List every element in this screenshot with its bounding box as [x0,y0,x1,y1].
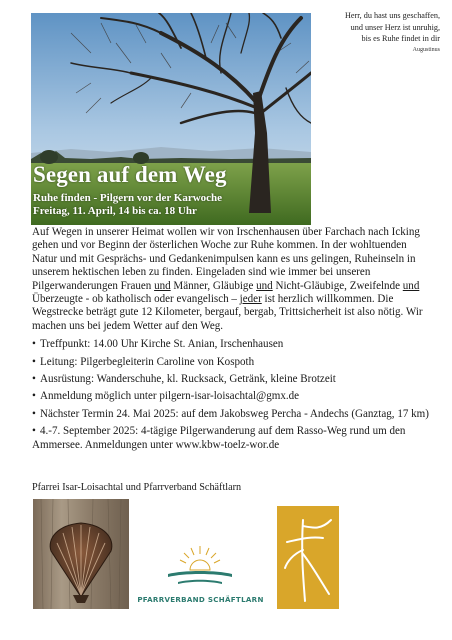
sunrise-icon [134,540,267,595]
equipment: Ausrüstung: Wanderschuhe, kl. Rucksack, Getränk, kleine Brotzeit [40,373,336,386]
september-pilgrimage: 4.-7. September 2025: 4-tägige Pilgerwanderung auf dem Rasso-Weg rund um den Ammersee. Anmeldungen unter www.kbw-toelz-wor.de [32,425,406,451]
list-item [32,338,432,351]
quote-attribution: Augustinus [412,46,440,53]
intro-und-3: und [402,279,420,292]
scallop-shell-photo [33,499,129,609]
intro-text-1: Auf Wegen in unserer Heimat wollen wir von Irschenhausen über Farchach nach Icking gehen und vor Beginn der österlichen Woche zur Ruhe kommen. In der wohltuenden Natur und mit Gesprächs- und Gedankenimpulsen kann es uns gelingen, Ruheinseln in unserem hektischen leben zu finden. Eingeladen sind wie immer bei unseren Pilgerwanderungen Frauen [32,226,420,292]
list-item [32,390,432,403]
pfarrverband-logo [134,540,267,610]
description [32,226,432,456]
intro-text-5: ist herzlich willkommen. Die Wegstrecke beträgt gute 12 Kilometer, bergauf, bergab, Trittsicherheit ist also nötig. Wir machen uns bei jedem Wetter auf den Weg. [32,293,423,332]
intro-und-2: und [256,279,273,292]
bullet-dot: • [32,338,36,351]
hero-text [33,162,227,218]
event-title: Segen auf dem Weg [33,162,227,187]
cross-logo [277,506,339,609]
bullet-dot: • [32,373,36,386]
event-date: Freitag, 11. April, 14 bis ca. 18 Uhr [33,205,197,217]
cross-logo-icon [277,506,339,609]
intro-text-2: Männer, Gläubige [170,279,257,292]
intro-und-1: und [154,279,171,292]
quote-line-1: Herr, du hast uns geschaffen, [344,11,440,20]
list-item [32,356,432,369]
bullet-dot: • [32,407,36,420]
intro-paragraph [32,226,432,333]
list-item [32,408,432,421]
quote-block [300,10,440,56]
meeting-point: Treffpunkt: 14.00 Uhr Kirche St. Anian, Irschenhausen [40,338,284,351]
list-item [32,373,432,386]
bullet-dot: • [32,355,36,368]
scallop-shell-icon [33,499,129,609]
registration-email: Anmeldung möglich unter pilgern-isar-loisachtal@gmx.de [40,390,300,403]
quote-line-3: bis es Ruhe findet in dir [361,34,440,44]
event-subtitle: Ruhe finden - Pilgern vor der Karwoche [33,192,223,204]
list-item [32,425,432,452]
intro-text-4: Überzeugte - ob katholisch oder evangelisch – [32,293,240,306]
bullet-dot: • [32,425,36,438]
quote-line-2: und unser Herz ist unruhig, [350,22,440,32]
info-list [32,338,432,452]
bullet-dot: • [32,390,36,403]
parishes-line: Pfarrei Isar-Loisachtal und Pfarrverband Schäftlarn [32,482,242,493]
intro-jeder: jeder [239,293,262,306]
next-date: Nächster Termin 24. Mai 2025: auf dem Jakobsweg Percha - Andechs (Ganztag, 17 km) [40,407,429,420]
intro-text-3: Nicht-Gläubige, Zweifelnde [272,279,403,292]
leader: Leitung: Pilgerbegleiterin Caroline von Kospoth [40,355,255,368]
logo-name: PFARRVERBAND SCHÄFTLARN [137,595,264,604]
hero-image [31,13,311,225]
